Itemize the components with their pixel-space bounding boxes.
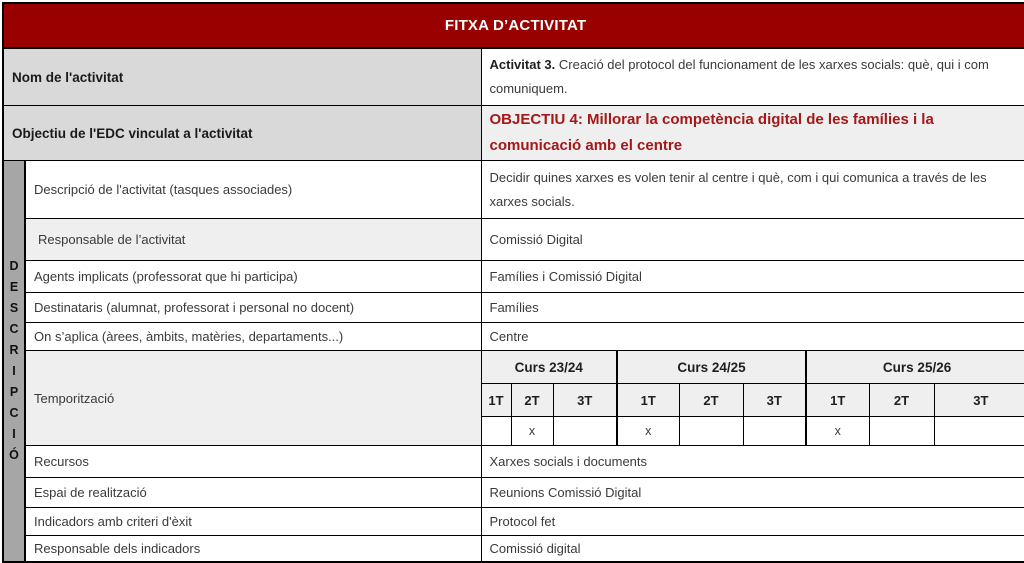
row-temporitzacio-label: Temporització bbox=[25, 351, 481, 446]
row-objectiu-value: OBJECTIU 4: Millorar la competència digital de les famílies i la comunicació amb el centre bbox=[481, 106, 1024, 161]
row-agents-label: Agents implicats (professorat que hi participa) bbox=[25, 261, 481, 293]
trimester-mark-cell: x bbox=[511, 417, 553, 446]
trimester-header: 1T bbox=[481, 384, 511, 417]
row-resp-indicadors-value: Comissió digital bbox=[481, 536, 1024, 563]
row-descripcio-value: Decidir quines xarxes es volen tenir al centre i què, com i qui comunica a través de les xarxes socials. bbox=[481, 161, 1024, 219]
row-destinataris-label: Destinataris (alumnat, professorat i personal no docent) bbox=[25, 293, 481, 323]
row-agents-value: Famílies i Comissió Digital bbox=[481, 261, 1024, 293]
activity-sheet-table bbox=[2, 2, 1024, 563]
page-title: FITXA D’ACTIVITAT bbox=[3, 3, 1024, 48]
trimester-mark-cell bbox=[743, 417, 806, 446]
row-recursos-label: Recursos bbox=[25, 446, 481, 478]
activity-number: Activitat 3. bbox=[489, 57, 556, 72]
row-nom-label: Nom de l'activitat bbox=[3, 48, 481, 106]
row-onaplica-label: On s’aplica (àrees, àmbits, matèries, departaments...) bbox=[25, 323, 481, 351]
row-indicadors-label: Indicadors amb criteri d'èxit bbox=[25, 508, 481, 536]
trimester-header: 3T bbox=[553, 384, 617, 417]
trimester-header: 1T bbox=[806, 384, 869, 417]
trimester-header: 2T bbox=[679, 384, 743, 417]
trimester-mark-cell bbox=[934, 417, 1024, 446]
trimester-mark-cell: x bbox=[806, 417, 869, 446]
row-recursos-value: Xarxes socials i documents bbox=[481, 446, 1024, 478]
trimester-header: 3T bbox=[743, 384, 806, 417]
row-espai-value: Reunions Comissió Digital bbox=[481, 478, 1024, 508]
row-onaplica-value: Centre bbox=[481, 323, 1024, 351]
trimester-mark-cell bbox=[481, 417, 511, 446]
descripcio-letters: D E S C R I P C I Ó bbox=[9, 259, 19, 462]
trimester-header: 2T bbox=[511, 384, 553, 417]
row-responsable-label: Responsable de l’activitat bbox=[25, 219, 481, 261]
activity-description-text: Creació del protocol del funcionament de les xarxes socials: què, qui i com comuniquem. bbox=[489, 57, 989, 96]
trimester-header: 3T bbox=[934, 384, 1024, 417]
row-destinataris-value: Famílies bbox=[481, 293, 1024, 323]
trimester-mark-cell bbox=[679, 417, 743, 446]
row-indicadors-value: Protocol fet bbox=[481, 508, 1024, 536]
row-resp-indicadors-label: Responsable dels indicadors bbox=[25, 536, 481, 563]
trimester-mark-cell bbox=[553, 417, 617, 446]
trimester-header: 2T bbox=[869, 384, 934, 417]
row-responsable-value: Comissió Digital bbox=[481, 219, 1024, 261]
row-descripcio-label: Descripció de l'activitat (tasques associades) bbox=[25, 161, 481, 219]
trimester-header: 1T bbox=[617, 384, 679, 417]
curs-2526-header: Curs 25/26 bbox=[806, 351, 1024, 384]
row-nom-value bbox=[481, 48, 1024, 106]
trimester-mark-cell bbox=[869, 417, 934, 446]
row-objectiu-label: Objectiu de l'EDC vinculat a l'activitat bbox=[3, 106, 481, 161]
trimester-mark-cell: x bbox=[617, 417, 679, 446]
curs-2324-header: Curs 23/24 bbox=[481, 351, 617, 384]
row-espai-label: Espai de realització bbox=[25, 478, 481, 508]
curs-2425-header: Curs 24/25 bbox=[617, 351, 806, 384]
descripcio-vertical-label bbox=[3, 161, 25, 563]
